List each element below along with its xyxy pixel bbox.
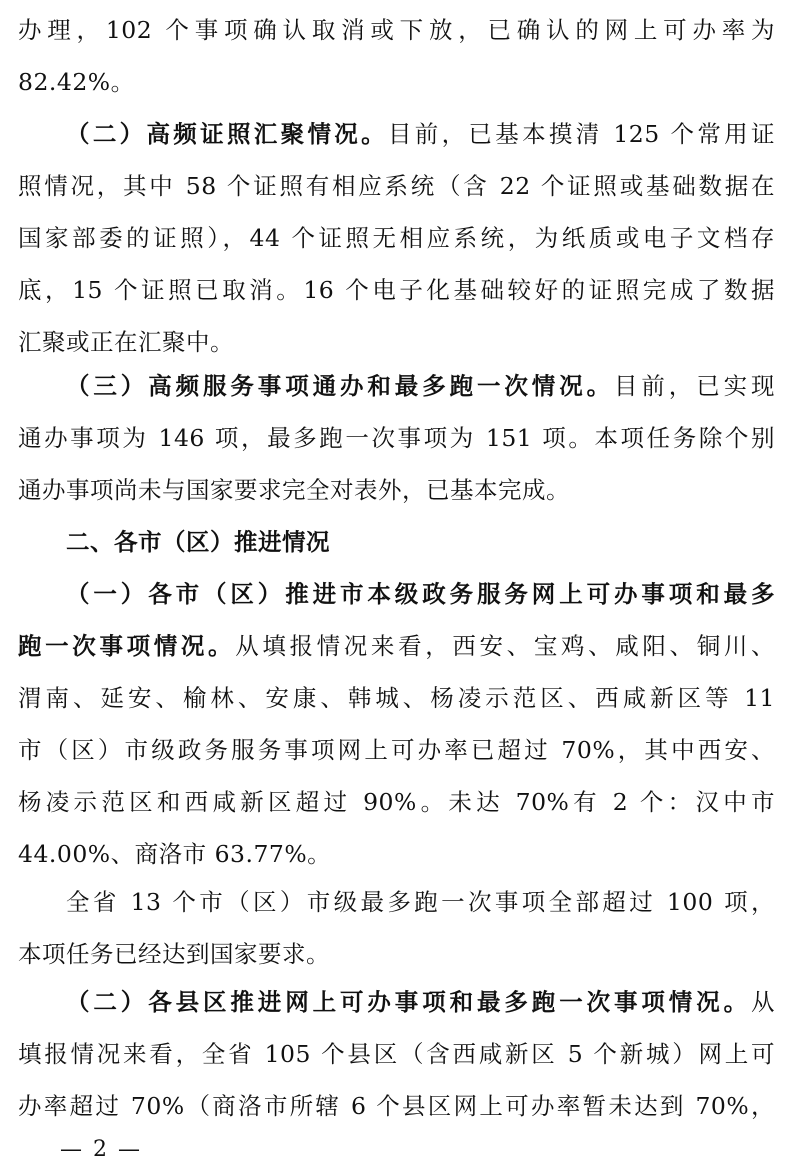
chapter-title: 二、各市（区）推进情况 bbox=[66, 528, 330, 556]
line-text: 照情况，其中 58 个证照有相应系统（含 22 个证照或基础数据在 bbox=[18, 172, 775, 200]
line-text: 从 bbox=[751, 988, 775, 1016]
line-text: 通办事项为 146 项，最多跑一次事项为 151 项。本项任务除个别 bbox=[18, 424, 775, 452]
body-line bbox=[18, 828, 775, 880]
chapter-heading bbox=[66, 516, 775, 568]
section-2-heading-line bbox=[66, 108, 775, 160]
body-line bbox=[18, 776, 775, 828]
body-line bbox=[18, 1080, 775, 1132]
line-text: 办率超过 70%（商洛市所辖 6 个县区网上可办率暂未达到 70%， bbox=[18, 1092, 775, 1120]
line-text: 渭南、延安、榆林、安康、韩城、杨凌示范区、西咸新区等 11 bbox=[18, 684, 775, 712]
body-line bbox=[18, 264, 775, 316]
line-text: 目前，已实现 bbox=[614, 372, 775, 400]
body-line bbox=[18, 1028, 775, 1080]
body-line bbox=[18, 160, 775, 212]
line-text: 目前，已基本摸清 125 个常用证 bbox=[387, 120, 775, 148]
body-line bbox=[18, 724, 775, 776]
body-line bbox=[18, 620, 775, 672]
line-text: 底，15 个证照已取消。16 个电子化基础较好的证照完成了数据 bbox=[18, 276, 775, 304]
line-text: 44.00%、商洛市 63.77%。 bbox=[18, 840, 332, 868]
section-heading-line bbox=[66, 568, 775, 620]
line-text: 国家部委的证照），44 个证照无相应系统，为纸质或电子文档存 bbox=[18, 224, 775, 252]
subsection-title: （三）高频服务事项通办和最多跑一次情况。 bbox=[66, 372, 614, 400]
line-text: 82.42%。 bbox=[18, 68, 135, 96]
body-line bbox=[18, 212, 775, 264]
subsection-title: 跑一次事项情况。 bbox=[18, 632, 236, 660]
line-text: 通办事项尚未与国家要求完全对表外，已基本完成。 bbox=[18, 476, 570, 504]
line-text: 本项任务已经达到国家要求。 bbox=[18, 940, 330, 968]
line-text: 全省 13 个市（区）市级最多跑一次事项全部超过 100 项， bbox=[66, 888, 775, 916]
body-line bbox=[18, 928, 775, 980]
body-line bbox=[18, 4, 775, 56]
subsection-title: （二）各县区推进网上可办事项和最多跑一次事项情况。 bbox=[66, 988, 751, 1016]
body-line bbox=[18, 672, 775, 724]
line-text: 市（区）市级政务服务事项网上可办率已超过 70%，其中西安、 bbox=[18, 736, 775, 764]
page-number: — 2 — bbox=[60, 1137, 142, 1162]
section-heading-line bbox=[66, 976, 775, 1028]
line-text: 汇聚或正在汇聚中。 bbox=[18, 328, 234, 356]
section-3-heading-line bbox=[66, 360, 775, 412]
body-line bbox=[18, 56, 775, 108]
body-line bbox=[66, 876, 775, 928]
line-text: 填报情况来看，全省 105 个县区（含西咸新区 5 个新城）网上可 bbox=[18, 1040, 775, 1068]
body-line bbox=[18, 464, 775, 516]
body-line bbox=[18, 412, 775, 464]
subsection-title: （二）高频证照汇聚情况。 bbox=[66, 120, 388, 148]
line-text: 杨凌示范区和西咸新区超过 90%。未达 70%有 2 个：汉中市 bbox=[18, 788, 775, 816]
line-text: 从填报情况来看，西安、宝鸡、咸阳、铜川、 bbox=[235, 632, 775, 660]
line-text: 办理，102 个事项确认取消或下放，已确认的网上可办率为 bbox=[18, 16, 775, 44]
subsection-title: （一）各市（区）推进市本级政务服务网上可办事项和最多 bbox=[66, 580, 775, 608]
